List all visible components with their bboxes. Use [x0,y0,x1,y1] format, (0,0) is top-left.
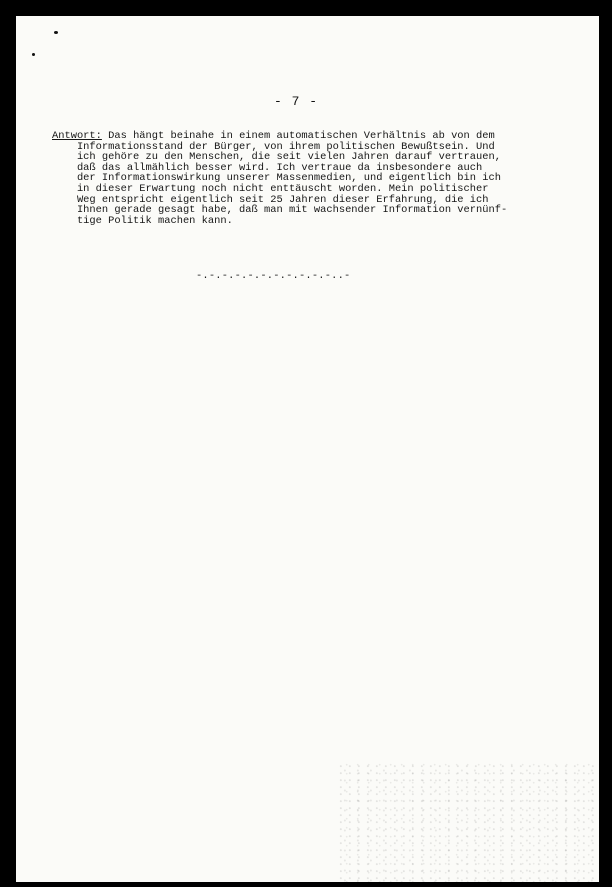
answer-label: Antwort: [52,130,102,142]
scan-speck [54,31,58,34]
answer-paragraph [52,131,577,226]
section-divider: -.-.-.-.-.-.-.-.-.-.-..- [196,270,351,282]
answer-first-line [52,131,577,142]
document-page [16,16,599,882]
answer-line-3: ich gehöre zu den Menschen, die seit vielen Jahren darauf vertrauen, [52,151,501,164]
scan-noise [339,762,599,882]
answer-line-4: daß das allmählich besser wird. Ich vertraue da insbesondere auch [52,161,483,174]
answer-line-1: Das hängt beinahe in einem automatischen Verhältnis ab von dem [101,130,495,142]
scan-speck [32,53,35,56]
answer-line-2: Informationsstand der Bürger, von ihrem politischen Bewußtsein. Und [52,140,495,153]
page-number: - 7 - [273,94,318,109]
answer-line-5: der Informationswirkung unserer Massenmedien, und eigentlich bin ich [52,172,501,185]
answer-line-8: Ihnen gerade gesagt habe, daß man mit wachsender Information vernünf- [52,204,508,217]
answer-line-7: Weg entspricht eigentlich seit 25 Jahren dieser Erfahrung, die ich [52,193,489,206]
answer-line-6: in dieser Erwartung noch nicht enttäuscht worden. Mein politischer [52,182,489,195]
answer-line-9: tige Politik machen kann. [52,214,233,227]
